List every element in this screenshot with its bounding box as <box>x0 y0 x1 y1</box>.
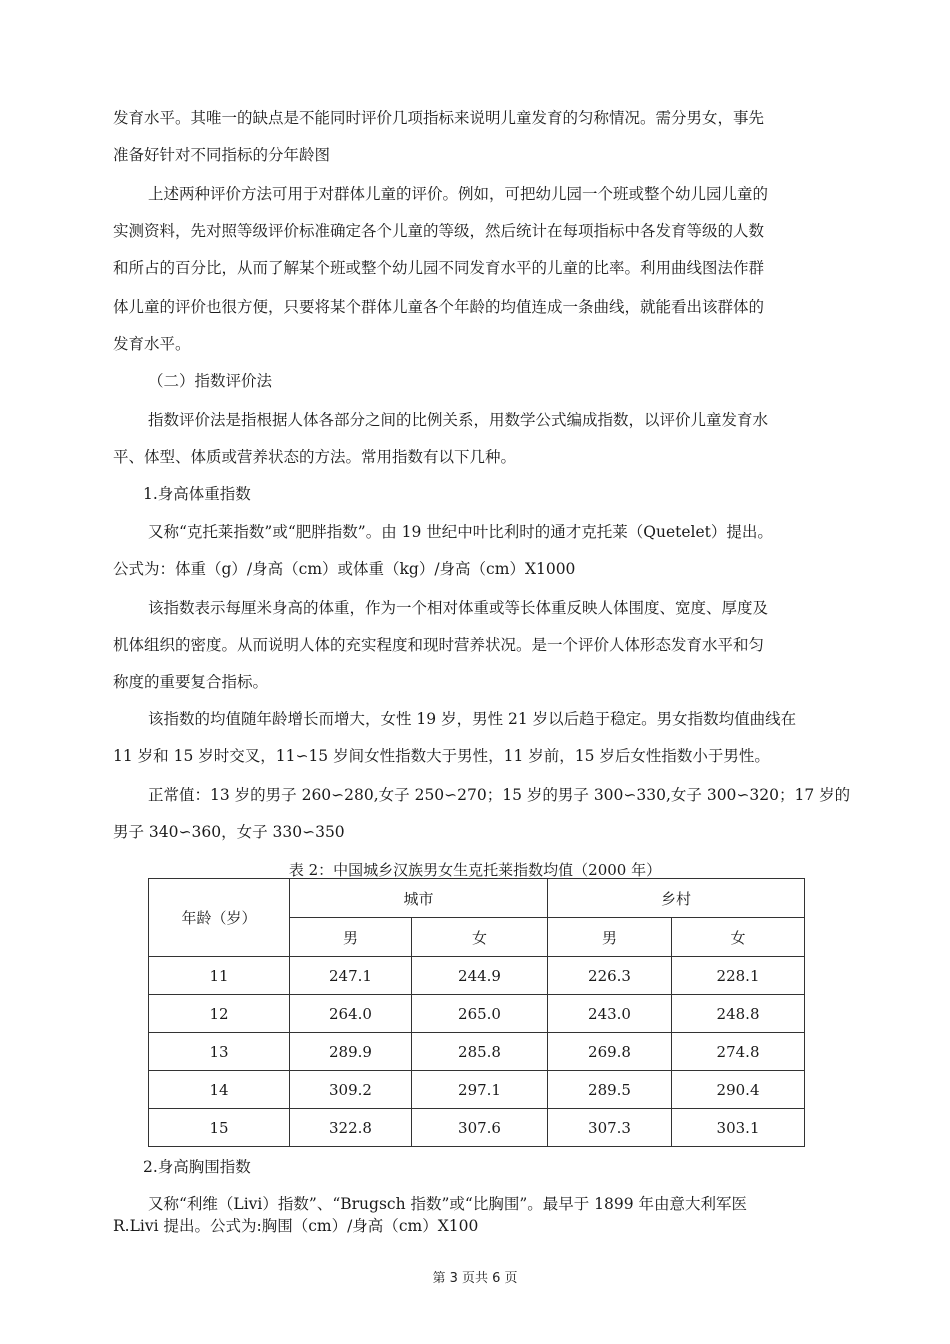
city-female-header: 女 <box>412 918 548 957</box>
table-row <box>149 1033 805 1071</box>
rural-female-cell: 303.1 <box>672 1109 805 1147</box>
age-cell: 14 <box>149 1071 290 1109</box>
table-caption: 表 2：中国城乡汉族男女生克托莱指数均值（2000 年） <box>288 861 662 879</box>
paragraph-line: 又称“克托莱指数”或“肥胖指数”。由 19 世纪中叶比利时的通才克托莱（Quetelet）提出。 <box>148 523 773 541</box>
paragraph-line: 发育水平。 <box>113 335 191 353</box>
rural-female-cell: 228.1 <box>672 957 805 995</box>
table-header-row <box>149 879 805 918</box>
paragraph-line: 机体组织的密度。从而说明人体的充实程度和现时营养状况。是一个评价人体形态发育水平和匀 <box>113 636 765 654</box>
city-male-cell: 289.9 <box>290 1033 412 1071</box>
rural-female-cell: 290.4 <box>672 1071 805 1109</box>
paragraph-line: 体儿童的评价也很方便，只要将某个群体儿童各个年龄的均值连成一条曲线，就能看出该群体的 <box>113 298 765 316</box>
rural-male-cell: 289.5 <box>548 1071 672 1109</box>
city-male-cell: 247.1 <box>290 957 412 995</box>
age-cell: 15 <box>149 1109 290 1147</box>
paragraph-line: 和所占的百分比，从而了解某个班或整个幼儿园不同发育水平的儿童的比率。利用曲线图法作群 <box>113 259 765 277</box>
city-male-cell: 309.2 <box>290 1071 412 1109</box>
age-column-header: 年龄（岁） <box>149 879 290 957</box>
table-row <box>149 995 805 1033</box>
quetelet-index-table <box>148 878 805 1147</box>
city-male-cell: 322.8 <box>290 1109 412 1147</box>
rural-female-cell: 274.8 <box>672 1033 805 1071</box>
paragraph-line: 平、体型、体质或营养状态的方法。常用指数有以下几种。 <box>113 448 517 466</box>
table-row <box>149 1071 805 1109</box>
paragraph-line: 发育水平。其唯一的缺点是不能同时评价几项指标来说明儿童发育的匀称情况。需分男女，事先 <box>113 109 765 127</box>
paragraph-line: 男子 340∽360，女子 330∽350 <box>113 823 345 841</box>
city-female-cell: 307.6 <box>412 1109 548 1147</box>
age-cell: 13 <box>149 1033 290 1071</box>
rural-group-header: 乡村 <box>548 879 805 918</box>
city-female-cell: 285.8 <box>412 1033 548 1071</box>
paragraph-line: 实测资料，先对照等级评价标准确定各个儿童的等级，然后统计在每项指标中各发育等级的人数 <box>113 222 765 240</box>
city-male-header: 男 <box>290 918 412 957</box>
city-female-cell: 265.0 <box>412 995 548 1033</box>
formula-line: R.Livi 提出。公式为:胸围（cm）/身高（cm）X100 <box>113 1217 479 1235</box>
section-heading: （二）指数评价法 <box>148 372 273 390</box>
city-group-header: 城市 <box>290 879 548 918</box>
rural-male-cell: 243.0 <box>548 995 672 1033</box>
paragraph-line: 11 岁和 15 岁时交叉，11∽15 岁间女性指数大于男性，11 岁前，15 岁后女性指数小于男性。 <box>113 747 770 765</box>
rural-female-header: 女 <box>672 918 805 957</box>
city-female-cell: 297.1 <box>412 1071 548 1109</box>
paragraph-line: 该指数的均值随年龄增长而增大，女性 19 岁，男性 21 岁以后趋于稳定。男女指数均值曲线在 <box>148 710 797 728</box>
paragraph-line: 称度的重要复合指标。 <box>113 673 269 691</box>
paragraph-line: 准备好针对不同指标的分年龄图 <box>113 146 331 164</box>
page-footer: 第 3 页共 6 页 <box>432 1271 518 1286</box>
paragraph-line: 上述两种评价方法可用于对群体儿童的评价。例如，可把幼儿园一个班或整个幼儿园儿童的 <box>148 185 769 203</box>
paragraph-line: 正常值：13 岁的男子 260∽280,女子 250∽270；15 岁的男子 300∽330,女子 300∽320；17 岁的 <box>148 786 851 804</box>
table-row <box>149 957 805 995</box>
rural-male-header: 男 <box>548 918 672 957</box>
age-cell: 12 <box>149 995 290 1033</box>
paragraph-line: 指数评价法是指根据人体各部分之间的比例关系，用数学公式编成指数，以评价儿童发育水 <box>148 411 769 429</box>
city-male-cell: 264.0 <box>290 995 412 1033</box>
rural-male-cell: 226.3 <box>548 957 672 995</box>
subsection-heading: 2.身高胸围指数 <box>143 1158 251 1176</box>
city-female-cell: 244.9 <box>412 957 548 995</box>
age-cell: 11 <box>149 957 290 995</box>
rural-male-cell: 307.3 <box>548 1109 672 1147</box>
formula-line: 公式为：体重（g）/身高（cm）或体重（kg）/身高（cm）X1000 <box>113 560 576 578</box>
rural-male-cell: 269.8 <box>548 1033 672 1071</box>
table-row <box>149 1109 805 1147</box>
subsection-heading: 1.身高体重指数 <box>143 485 251 503</box>
paragraph-line: 该指数表示每厘米身高的体重，作为一个相对体重或等长体重反映人体围度、宽度、厚度及 <box>148 599 769 617</box>
paragraph-line: 又称“利维（Livi）指数”、“Brugsch 指数”或“比胸围”。最早于 1899 年由意大利军医 <box>148 1195 748 1213</box>
rural-female-cell: 248.8 <box>672 995 805 1033</box>
